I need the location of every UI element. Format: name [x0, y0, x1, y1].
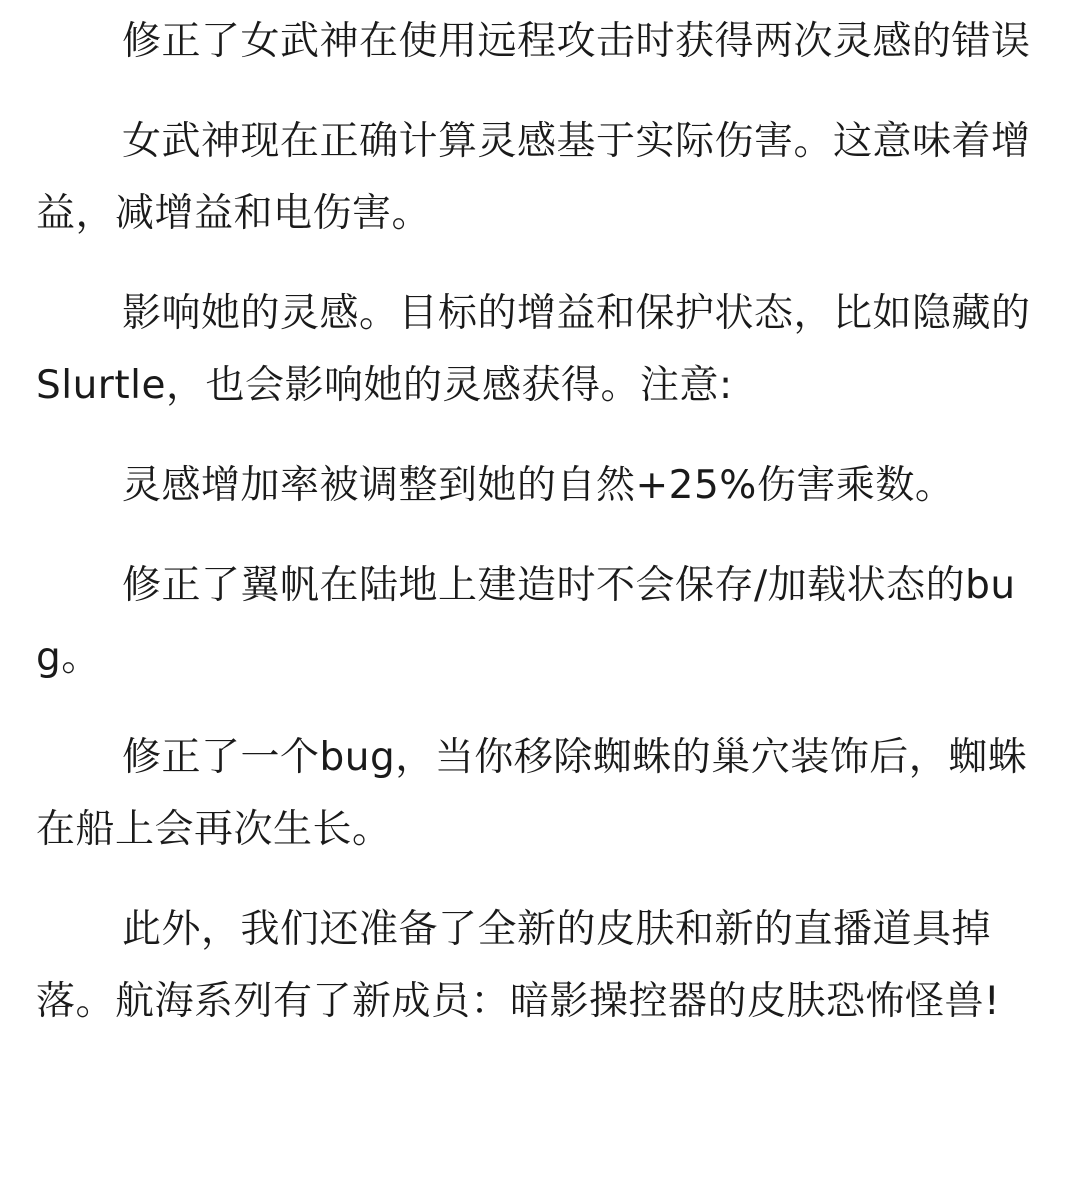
paragraph-inspiration-damage: 女武神现在正确计算灵感基于实际伤害。这意味着增益，减增益和电伤害。	[36, 119, 1031, 236]
paragraph-wingsail-fix: 修正了翼帆在陆地上建造时不会保存/加载状态的bug。	[36, 563, 1016, 680]
paragraph-inspiration-target: 影响她的灵感。目标的增益和保护状态，比如隐藏的Slurtle，也会影响她的灵感获得。注意:	[36, 291, 1031, 408]
paragraph-spider-den-fix: 修正了一个bug，当你移除蜘蛛的巢穴装饰后，蜘蛛在船上会再次生长。	[36, 735, 1028, 852]
paragraph-valkyrie-ranged-fix: 修正了女武神在使用远程攻击时获得两次灵感的错误	[122, 19, 1031, 64]
paragraph-inspiration-rate: 灵感增加率被调整到她的自然+25%伤害乘数。	[122, 463, 955, 508]
paragraph-new-skins: 此外，我们还准备了全新的皮肤和新的直播道具掉落。航海系列有了新成员：暗影操控器的皮肤恐怖怪兽!	[36, 907, 1001, 1024]
